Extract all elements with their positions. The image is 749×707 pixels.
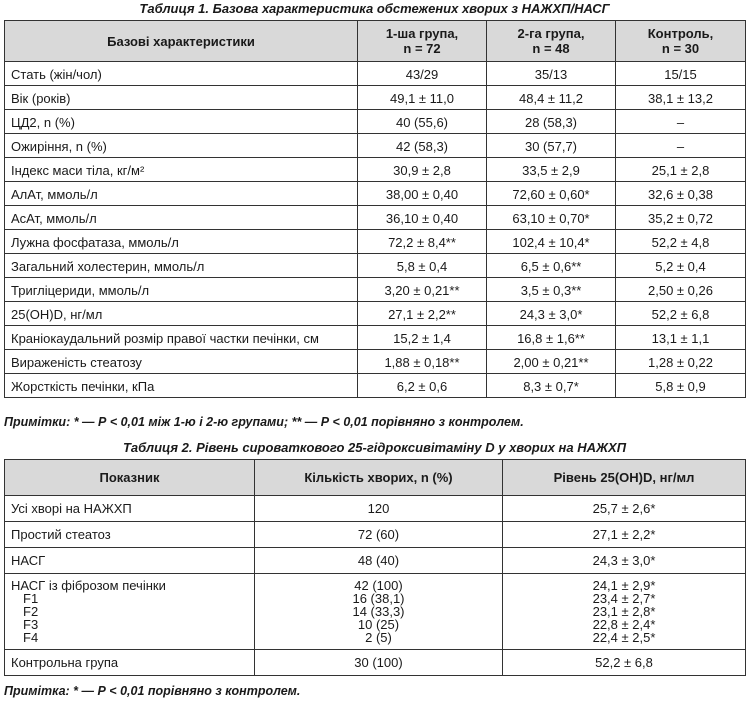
- table2-fibrosis-row: [5, 574, 746, 650]
- table1-header-characteristics: Базові характеристики: [5, 21, 358, 62]
- table1-group2-value: 8,3 ± 0,7*: [487, 374, 616, 398]
- table1-row: [5, 134, 746, 158]
- table1-group1-value: 38,00 ± 0,40: [358, 182, 487, 206]
- table2-header-count: Кількість хворих, n (%): [255, 460, 503, 496]
- table1-row: [5, 374, 746, 398]
- table1-group2-value: 2,00 ± 0,21**: [487, 350, 616, 374]
- table1-control-value: 52,2 ± 6,8: [616, 302, 746, 326]
- table2-label: Усі хворі на НАЖХП: [5, 496, 255, 522]
- table1-row: [5, 326, 746, 350]
- table2-header-level: Рівень 25(OH)D, нг/мл: [503, 460, 746, 496]
- table1-header-control-title: Контроль,: [647, 26, 714, 41]
- table1-label: Ожиріння, n (%): [5, 134, 358, 158]
- table1-label: ЦД2, n (%): [5, 110, 358, 134]
- table1-group2-value: 16,8 ± 1,6**: [487, 326, 616, 350]
- table1-header-control: [616, 21, 746, 62]
- table1-control-value: 52,2 ± 4,8: [616, 230, 746, 254]
- table1: [4, 20, 746, 398]
- table1-group2-value: 102,4 ± 10,4*: [487, 230, 616, 254]
- table1-row: [5, 350, 746, 374]
- table1-control-value: 25,1 ± 2,8: [616, 158, 746, 182]
- table1-header-group2: [487, 21, 616, 62]
- table1-group1-value: 3,20 ± 0,21**: [358, 278, 487, 302]
- table1-group2-value: 28 (58,3): [487, 110, 616, 134]
- table1-control-value: 1,28 ± 0,22: [616, 350, 746, 374]
- table2-fibrosis-count: 42 (100): [354, 578, 403, 593]
- table2-stage-count: 10 (25): [357, 617, 400, 632]
- table2-stage-level: 23,1 ± 2,8*: [592, 604, 656, 619]
- table2-header-indicator: Показник: [5, 460, 255, 496]
- table1-label: Стать (жін/чол): [5, 62, 358, 86]
- table1-group1-value: 42 (58,3): [358, 134, 487, 158]
- table1-group1-value: 1,88 ± 0,18**: [358, 350, 487, 374]
- table2-label: Простий стеатоз: [5, 522, 255, 548]
- table2-stage-level: 22,4 ± 2,5*: [592, 630, 656, 645]
- table1-control-value: 2,50 ± 0,26: [616, 278, 746, 302]
- table2-stage-level: 22,8 ± 2,4*: [592, 617, 656, 632]
- table2-fibrosis-labels: [5, 574, 255, 650]
- table2-level: 27,1 ± 2,2*: [503, 522, 746, 548]
- table1-control-value: 32,6 ± 0,38: [616, 182, 746, 206]
- table2-count: 120: [255, 496, 503, 522]
- table1-control-value: 5,8 ± 0,9: [616, 374, 746, 398]
- table2-level: 24,3 ± 3,0*: [503, 548, 746, 574]
- table2-stage-label: F1: [23, 591, 39, 606]
- table2-stage-label: F2: [23, 604, 39, 619]
- table1-label: Вік (років): [5, 86, 358, 110]
- table1-row: [5, 110, 746, 134]
- table2-control-count: 30 (100): [255, 650, 503, 676]
- table1-header-group1-title: 1-ша група,: [385, 26, 459, 41]
- table1-group1-value: 72,2 ± 8,4**: [358, 230, 487, 254]
- table1-label: Лужна фосфатаза, ммоль/л: [5, 230, 358, 254]
- table1-group1-value: 15,2 ± 1,4: [358, 326, 487, 350]
- table1-group1-value: 6,2 ± 0,6: [358, 374, 487, 398]
- table1-caption: Таблиця 1. Базова характеристика обстежених хворих з НАЖХП/НАСГ: [139, 1, 610, 16]
- table1-group2-value: 72,60 ± 0,60*: [487, 182, 616, 206]
- table1-control-value: –: [616, 134, 746, 158]
- table1-group2-value: 3,5 ± 0,3**: [487, 278, 616, 302]
- table1-label: Загальний холестерин, ммоль/л: [5, 254, 358, 278]
- table1-group2-value: 30 (57,7): [487, 134, 616, 158]
- table1-row: [5, 62, 746, 86]
- table1-header-group2-title: 2-га група,: [517, 26, 585, 41]
- table1-row: [5, 302, 746, 326]
- table1-label: Жорсткість печінки, кПа: [5, 374, 358, 398]
- table1-group1-value: 5,8 ± 0,4: [358, 254, 487, 278]
- table1-group1-value: 36,10 ± 0,40: [358, 206, 487, 230]
- table1-header-group1: [358, 21, 487, 62]
- table1-group2-value: 63,10 ± 0,70*: [487, 206, 616, 230]
- table2-fibrosis-counts: [255, 574, 503, 650]
- table2-control-level: 52,2 ± 6,8: [503, 650, 746, 676]
- table2: [4, 459, 746, 676]
- table1-group1-value: 30,9 ± 2,8: [358, 158, 487, 182]
- table2-fibrosis-levels: [503, 574, 746, 650]
- table2-stage-count: 14 (33,3): [352, 604, 405, 619]
- table2-label: НАСГ: [5, 548, 255, 574]
- table1-control-value: 5,2 ± 0,4: [616, 254, 746, 278]
- table2-caption: Таблиця 2. Рівень сироваткового 25-гідроксивітаміну D у хворих на НАЖХП: [122, 440, 627, 455]
- table1-group2-value: 6,5 ± 0,6**: [487, 254, 616, 278]
- table1-row: [5, 182, 746, 206]
- table1-row: [5, 278, 746, 302]
- table2-count: 72 (60): [255, 522, 503, 548]
- table2-stage-level: 23,4 ± 2,7*: [592, 591, 656, 606]
- table1-row: [5, 254, 746, 278]
- table1-note: Примітки: * — Р < 0,01 між 1-ю і 2-ю групами; ** — Р < 0,01 порівняно з контролем.: [4, 415, 524, 429]
- table1-control-value: 15/15: [616, 62, 746, 86]
- table1-label: 25(OH)D, нг/мл: [5, 302, 358, 326]
- table1-group2-value: 35/13: [487, 62, 616, 86]
- table1-row: [5, 86, 746, 110]
- table2-stage-count: 16 (38,1): [352, 591, 405, 606]
- table1-group1-value: 49,1 ± 11,0: [358, 86, 487, 110]
- table1-group2-value: 33,5 ± 2,9: [487, 158, 616, 182]
- table2-control-label: Контрольна група: [5, 650, 255, 676]
- table2-note: Примітка: * — Р < 0,01 порівняно з контролем.: [4, 684, 301, 698]
- table1-label: АлАт, ммоль/л: [5, 182, 358, 206]
- table1-label: Індекс маси тіла, кг/м²: [5, 158, 358, 182]
- table1-control-value: 35,2 ± 0,72: [616, 206, 746, 230]
- table1-group1-value: 27,1 ± 2,2**: [358, 302, 487, 326]
- table1-control-value: –: [616, 110, 746, 134]
- table2-fibrosis-label: НАСГ із фіброзом печінки: [11, 578, 166, 593]
- table1-header-group2-n: n = 48: [532, 41, 570, 56]
- table1-group2-value: 24,3 ± 3,0*: [487, 302, 616, 326]
- table1-row: [5, 206, 746, 230]
- table1-label: Тригліцериди, ммоль/л: [5, 278, 358, 302]
- table2-stage-label: F4: [23, 630, 39, 645]
- table1-group1-value: 40 (55,6): [358, 110, 487, 134]
- table1-row: [5, 230, 746, 254]
- table2-stage-count: 2 (5): [365, 630, 392, 645]
- table2-row: [5, 548, 746, 574]
- table2-count: 48 (40): [255, 548, 503, 574]
- table1-label: Краніокаудальний розмір правої частки печінки, см: [5, 326, 358, 350]
- table1-control-value: 13,1 ± 1,1: [616, 326, 746, 350]
- table1-group1-value: 43/29: [358, 62, 487, 86]
- table1-header-control-n: n = 30: [661, 41, 700, 56]
- table2-fibrosis-level: 24,1 ± 2,9*: [592, 578, 656, 593]
- table1-label: Вираженість стеатозу: [5, 350, 358, 374]
- table2-stage-label: F3: [23, 617, 39, 632]
- table2-control-row: [5, 650, 746, 676]
- table1-group2-value: 48,4 ± 11,2: [487, 86, 616, 110]
- table1-header-group1-n: n = 72: [403, 41, 441, 56]
- table2-row: [5, 522, 746, 548]
- table1-control-value: 38,1 ± 13,2: [616, 86, 746, 110]
- table2-row: [5, 496, 746, 522]
- table1-label: АсАт, ммоль/л: [5, 206, 358, 230]
- table1-row: [5, 158, 746, 182]
- table2-level: 25,7 ± 2,6*: [503, 496, 746, 522]
